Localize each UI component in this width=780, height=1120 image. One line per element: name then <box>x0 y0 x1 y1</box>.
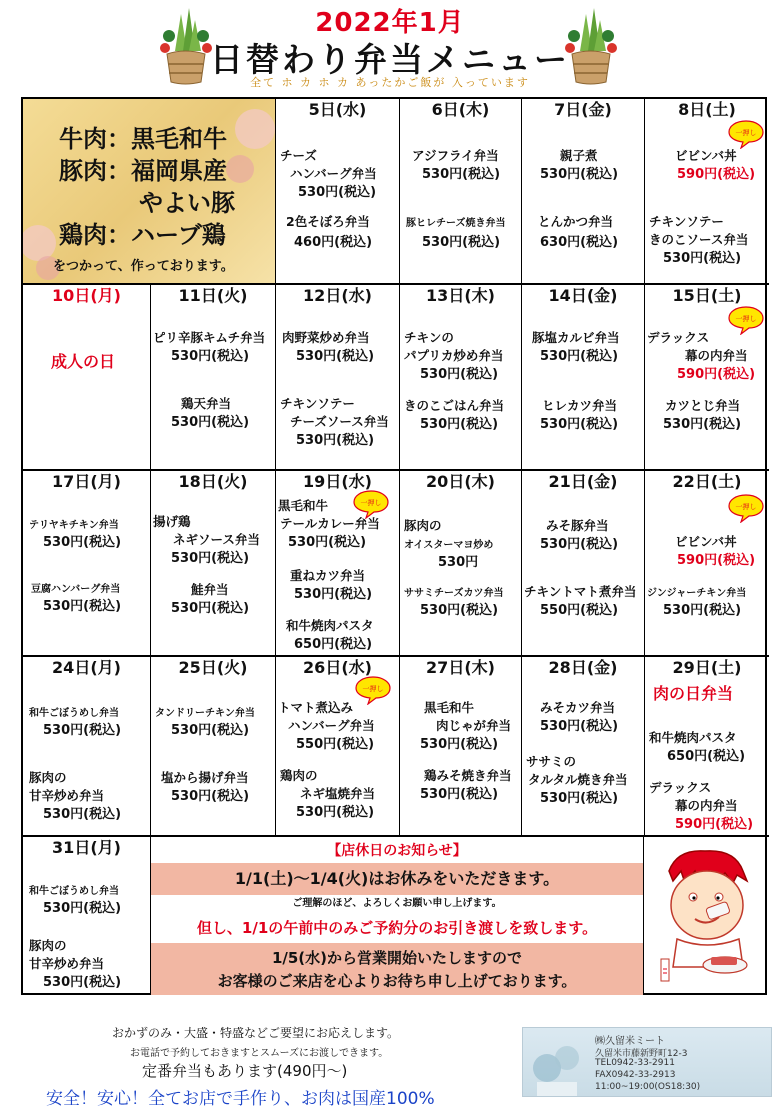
shop-fax: FAX0942-33-2913 <box>595 1070 676 1080</box>
meat-pork-brand: やよい豚 <box>139 189 235 217</box>
svg-text:一押し: 一押し <box>735 315 757 323</box>
menu-item: 黒毛和牛 <box>278 498 329 513</box>
meat-note: をつかって、作っております。 <box>53 259 234 274</box>
svg-text:一押し: 一押し <box>362 685 384 693</box>
meat-pork: 豚肉：福岡県産 <box>59 157 227 185</box>
page-title: 日替わり弁当メニュー <box>210 40 570 79</box>
menu-item: 幕の内弁当 <box>685 348 748 363</box>
menu-item: ネギ塩焼弁当 <box>300 786 376 801</box>
price: 650円(税込) <box>667 749 746 764</box>
recommend-badge-icon <box>354 675 392 705</box>
menu-item: 豆腐ハンバーグ弁当 <box>31 584 121 595</box>
day-date: 15日(土) <box>672 286 742 305</box>
day-cell-29 <box>645 657 769 837</box>
day-cell-17 <box>23 471 151 657</box>
menu-item: きのこソース弁当 <box>649 232 749 247</box>
price: 530円(税込) <box>420 603 499 618</box>
menu-item: 豚肉の <box>29 770 67 785</box>
price: 530円(税込) <box>663 251 742 266</box>
menu-item: 鶏みそ焼き弁当 <box>424 768 512 783</box>
day-cell-7 <box>522 99 645 285</box>
day-date: 31日(月) <box>52 838 121 857</box>
menu-item: 豚塩カルビ弁当 <box>532 330 620 345</box>
menu-item: チキントマト煮弁当 <box>524 584 637 599</box>
day-cell-31 <box>23 837 151 995</box>
menu-item: タンドリーチキン弁当 <box>155 708 255 719</box>
price: 550円(税込) <box>296 737 375 752</box>
day-date: 25日(火) <box>178 658 248 677</box>
menu-item: 甘辛炒め弁当 <box>29 788 105 803</box>
day-cell-12 <box>276 285 400 471</box>
menu-item: カツとじ弁当 <box>665 398 741 413</box>
day-cell-21 <box>522 471 645 657</box>
price: 530円(税込) <box>171 415 250 430</box>
price: 530円(税込) <box>296 349 375 364</box>
menu-item: 鶏天弁当 <box>181 396 232 411</box>
holiday-name: 成人の日 <box>51 352 116 371</box>
day-cell-10 <box>23 285 151 471</box>
holiday-reopen-line: 1/5(水)から営業開始いたしますので <box>271 949 523 967</box>
menu-item: 肉じゃが弁当 <box>436 718 512 733</box>
price: 530円(税込) <box>422 167 501 182</box>
special-menu-label: 肉の日弁当 <box>653 684 734 703</box>
menu-item: テールカレー弁当 <box>280 516 380 531</box>
menu-item: 重ねカツ弁当 <box>290 568 366 583</box>
price: 530円(税込) <box>171 551 250 566</box>
day-date: 26日(水) <box>303 658 372 677</box>
menu-item: 鮭弁当 <box>191 582 229 597</box>
price: 530円(税込) <box>420 737 499 752</box>
day-date: 21日(金) <box>548 472 618 491</box>
menu-item: デラックス <box>649 780 712 795</box>
holiday-closed-dates: 1/1(土)～1/4(火)はお休みをいただきます。 <box>151 863 643 895</box>
menu-item: チキンソテー <box>280 396 355 411</box>
day-cell-18 <box>151 471 276 657</box>
meat-beef: 牛肉：黒毛和牛 <box>59 125 227 153</box>
menu-item: デラックス <box>647 330 710 345</box>
menu-item: 肉野菜炒め弁当 <box>282 330 370 345</box>
menu-item: 揚げ鶏 <box>153 514 191 529</box>
price: 530円(税込) <box>171 601 250 616</box>
menu-item: ビビンバ丼 <box>675 148 737 163</box>
day-cell-27 <box>400 657 522 837</box>
svg-text:一押し: 一押し <box>735 503 757 511</box>
price: 530円(税込) <box>663 603 742 618</box>
price: 530円(税込) <box>540 537 619 552</box>
holiday-apology: ご理解のほど、よろしくお願い申し上げます。 <box>292 898 502 909</box>
price: 530円(税込) <box>43 599 122 614</box>
menu-item: みそ豚弁当 <box>546 518 609 533</box>
price: 530円(税込) <box>43 723 122 738</box>
day-date: 14日(金) <box>548 286 618 305</box>
price: 530円(税込) <box>540 719 619 734</box>
tree-illustration-icon <box>527 1028 587 1096</box>
day-date: 19日(水) <box>303 472 372 491</box>
day-date: 18日(火) <box>178 472 248 491</box>
price: 460円(税込) <box>294 235 373 250</box>
price: 530円(税込) <box>663 417 742 432</box>
menu-item: ネギソース弁当 <box>173 532 260 547</box>
shop-tel: TEL0942-33-2911 <box>595 1058 675 1068</box>
menu-item: みそカツ弁当 <box>540 700 616 715</box>
price: 530円(税込) <box>43 535 122 550</box>
menu-item: チキンの <box>404 330 454 345</box>
menu-item: ビビンバ丼 <box>675 534 737 549</box>
day-cell-5 <box>276 99 400 285</box>
price: 530円(税込) <box>540 349 619 364</box>
day-date: 12日(水) <box>303 286 372 305</box>
footer-slogan: 安全！安心！全てお店で手作り、お肉は国産100% <box>46 1089 435 1109</box>
menu-item: オイスターマヨ炒め <box>404 540 494 551</box>
menu-item: きのこごはん弁当 <box>404 398 505 413</box>
day-cell-14 <box>522 285 645 471</box>
menu-item: チーズ <box>280 148 317 163</box>
svg-text:一押し: 一押し <box>360 499 382 507</box>
menu-item: パプリカ炒め弁当 <box>404 348 504 363</box>
day-date: 28日(金) <box>548 658 618 677</box>
price: 530円(税込) <box>296 433 375 448</box>
day-date: 27日(木) <box>426 658 495 677</box>
meat-chicken: 鶏肉：ハーブ鶏 <box>59 221 226 249</box>
mascot-cell <box>643 837 769 995</box>
day-date: 8日(土) <box>678 100 736 119</box>
day-cell-26 <box>276 657 400 837</box>
day-date: 29日(土) <box>672 658 742 677</box>
year-month: 2022年1月 <box>315 8 465 38</box>
price: 530円(税込) <box>420 417 499 432</box>
price: 630円(税込) <box>540 235 619 250</box>
menu-item: ヒレカツ弁当 <box>542 398 618 413</box>
day-date: 7日(金) <box>554 100 612 119</box>
day-cell-25 <box>151 657 276 837</box>
day-date: 13日(木) <box>426 286 495 305</box>
price: 590円(税込) <box>677 553 756 568</box>
menu-item: 鶏肉の <box>280 768 318 783</box>
menu-item: 和牛ごぼうめし弁当 <box>29 708 119 719</box>
price: 530円(税込) <box>171 349 250 364</box>
day-cell-22 <box>645 471 769 657</box>
meat-info-box <box>23 99 276 285</box>
holiday-welcome-line: お客様のご来店を心よりお待ち申し上げております。 <box>217 972 577 990</box>
day-cell-13 <box>400 285 522 471</box>
menu-item: 和牛ごぼうめし弁当 <box>29 886 119 897</box>
menu-item: 豚肉の <box>29 938 67 953</box>
page-footer <box>0 1000 780 1120</box>
menu-item: 甘辛炒め弁当 <box>29 956 105 971</box>
menu-item: 塩から揚げ弁当 <box>161 770 249 785</box>
menu-item: 2色そぼろ弁当 <box>286 214 370 229</box>
menu-item: アジフライ弁当 <box>412 148 499 163</box>
menu-item: チーズソース弁当 <box>290 414 389 429</box>
price: 530円(税込) <box>420 787 499 802</box>
price: 530円(税込) <box>298 185 377 200</box>
price: 590円(税込) <box>677 167 756 182</box>
price: 530円(税込) <box>540 167 619 182</box>
recommend-badge-icon <box>727 305 765 335</box>
day-date: 10日(月) <box>52 286 121 305</box>
menu-item: 幕の内弁当 <box>675 798 738 813</box>
svg-text:一押し: 一押し <box>735 129 757 137</box>
menu-item: タルタル焼き弁当 <box>528 772 628 787</box>
day-date: 20日(木) <box>426 472 495 491</box>
menu-item: ピリ辛豚キムチ弁当 <box>153 330 266 345</box>
page-header <box>0 0 780 92</box>
recommend-badge-icon <box>727 493 765 523</box>
menu-item: ハンバーグ弁当 <box>288 718 375 733</box>
footer-phone-note: お電話で予約しておきますとスムーズにお渡しできます。 <box>130 1048 389 1059</box>
day-date: 5日(水) <box>308 100 367 119</box>
price: 550円(税込) <box>540 603 619 618</box>
footer-service-note: おかずのみ・大盛・特盛などご要望にお応えします。 <box>112 1026 400 1040</box>
price: 530円(税込) <box>420 367 499 382</box>
price: 530円(税込) <box>296 805 375 820</box>
mascot-boy-eating-icon <box>647 841 767 991</box>
day-cell-15 <box>645 285 769 471</box>
price: 530円(税込) <box>294 587 373 602</box>
day-date: 11日(火) <box>178 286 248 305</box>
holiday-reopen <box>151 943 643 995</box>
menu-item: テリヤキチキン弁当 <box>29 520 119 531</box>
menu-item: チキンソテー <box>649 214 724 229</box>
shop-address: 久留米市藤新野町12-3 <box>595 1049 688 1059</box>
menu-calendar <box>21 97 767 995</box>
menu-item: 黒毛和牛 <box>424 700 475 715</box>
day-cell-19 <box>276 471 400 657</box>
menu-item: トマト煮込み <box>278 700 354 715</box>
menu-item: ジンジャーチキン弁当 <box>647 588 747 599</box>
price: 590円(税込) <box>675 817 754 832</box>
price: 530円(税込) <box>171 789 250 804</box>
day-cell-28 <box>522 657 645 837</box>
menu-item: ササミチーズカツ弁当 <box>404 588 504 599</box>
menu-item: 和牛焼肉パスタ <box>286 618 374 633</box>
shop-info-card <box>522 1027 772 1097</box>
price: 530円(税込) <box>540 791 619 806</box>
price: 530円(税込) <box>43 901 122 916</box>
day-cell-6 <box>400 99 522 285</box>
price: 650円(税込) <box>294 637 373 652</box>
day-cell-11 <box>151 285 276 471</box>
menu-item: ササミの <box>526 754 577 769</box>
price: 530円(税込) <box>43 975 122 990</box>
day-date: 24日(月) <box>52 658 121 677</box>
price: 590円(税込) <box>677 367 756 382</box>
menu-item: 豚肉の <box>404 518 442 533</box>
price: 530円(税込) <box>422 235 501 250</box>
price: 530円 <box>438 555 479 570</box>
recommend-badge-icon <box>727 119 765 149</box>
day-cell-8 <box>645 99 769 285</box>
holiday-title: 【店休日のお知らせ】 <box>327 843 467 859</box>
day-date: 17日(月) <box>52 472 121 491</box>
price: 530円(税込) <box>540 417 619 432</box>
holiday-exception: 但し、1/1の午前中のみご予約分のお引き渡しを致します。 <box>196 919 598 937</box>
menu-item: ハンバーグ弁当 <box>290 166 377 181</box>
price: 530円(税込) <box>43 807 122 822</box>
day-cell-20 <box>400 471 522 657</box>
holiday-notice <box>151 839 643 995</box>
page-subtitle: 全て ホ カ ホ カ あったかご飯が 入っています <box>250 76 530 89</box>
menu-item: 和牛焼肉パスタ <box>649 730 737 745</box>
day-cell-24 <box>23 657 151 837</box>
day-date: 22日(土) <box>672 472 742 491</box>
shop-name: ㈱久留米ミート <box>595 1036 665 1047</box>
footer-standard-menu: 定番弁当もあります(490円～) <box>142 1062 348 1080</box>
shop-hours: 11:00~19:00(OS18:30) <box>595 1082 701 1092</box>
price: 530円(税込) <box>171 723 250 738</box>
menu-item: 豚ヒレチーズ焼き弁当 <box>406 218 506 229</box>
menu-item: とんかつ弁当 <box>538 214 614 229</box>
day-date: 6日(木) <box>431 100 490 119</box>
menu-item: 親子煮 <box>560 148 598 163</box>
price: 530円(税込) <box>288 535 367 550</box>
